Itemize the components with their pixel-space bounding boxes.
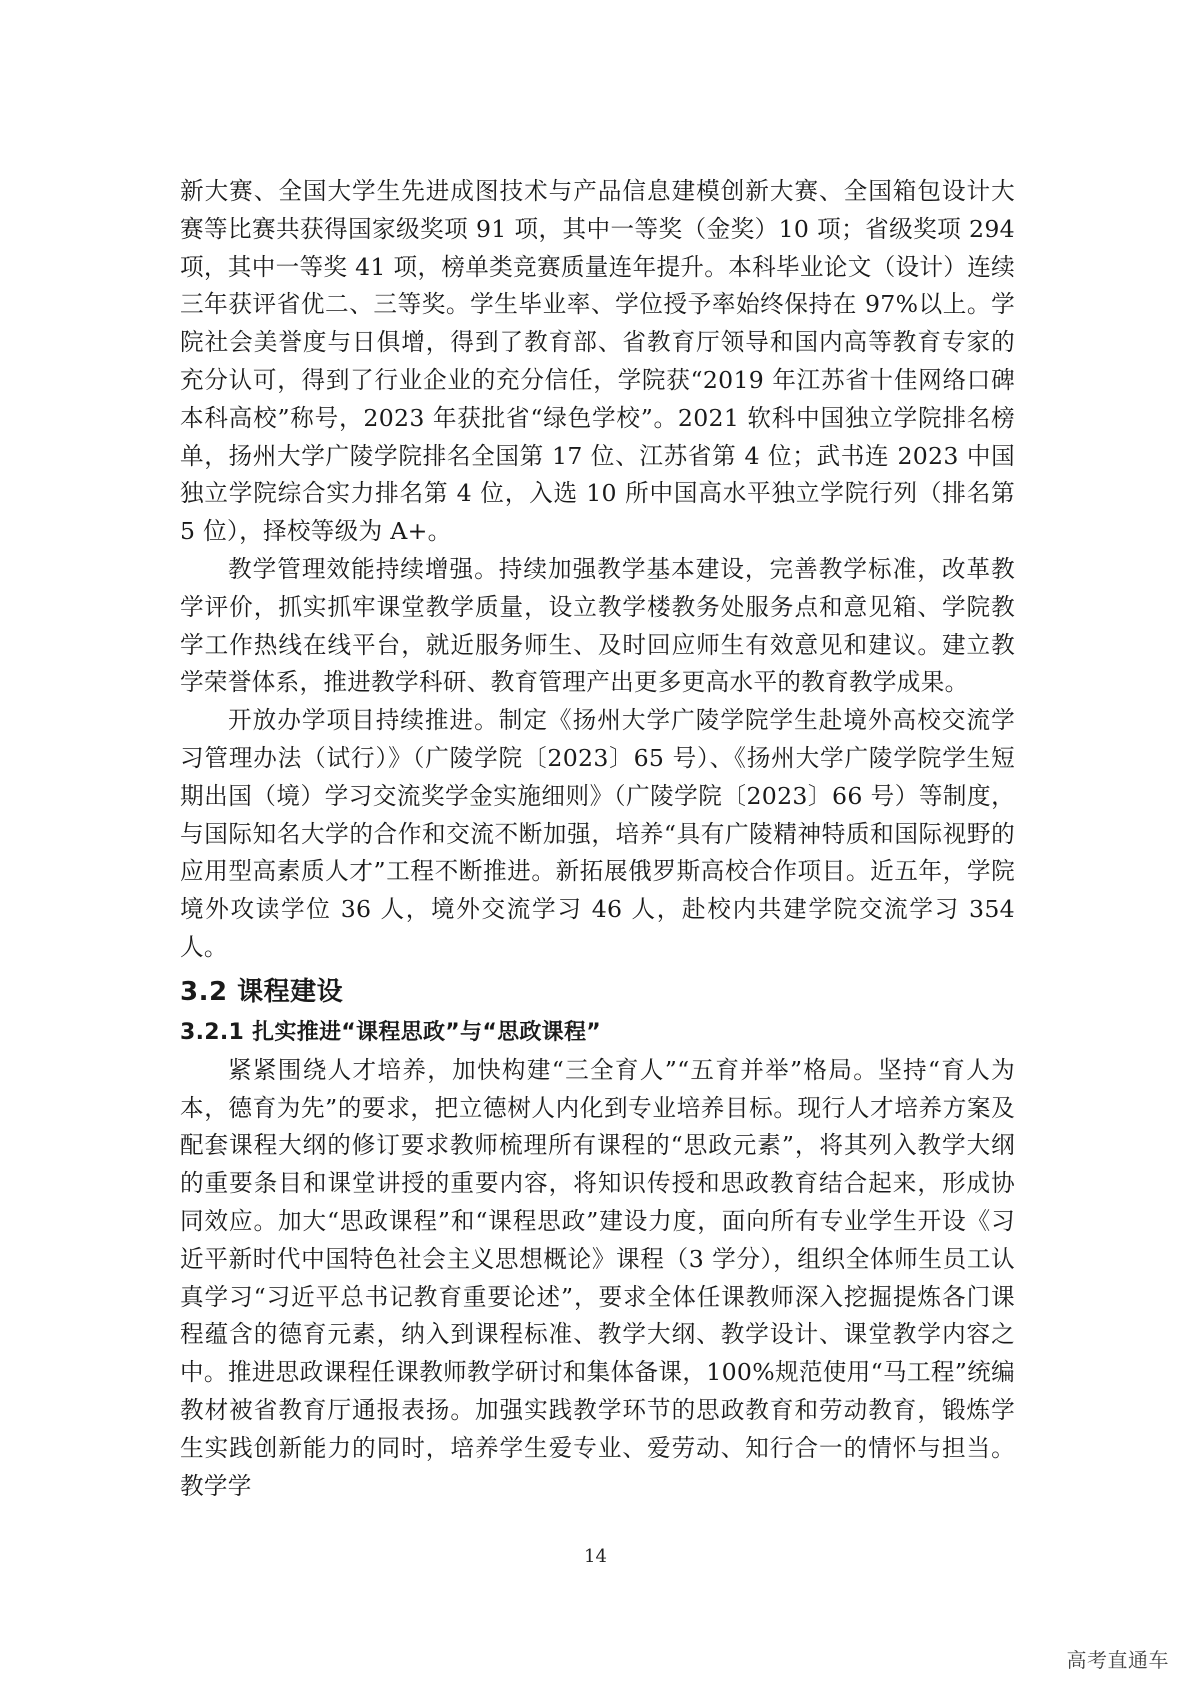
subsection-heading: 3.2.1 扎实推进“课程思政”与“思政课程” <box>180 1019 602 1045</box>
section-heading: 3.2 课程建设 <box>180 976 344 1007</box>
page-content <box>180 173 1015 1505</box>
paragraph-open-education: 开放办学项目持续推进。制定《扬州大学广陵学院学生赴境外高校交流学习管理办法（试行）》（广陵学院〔2023〕65 号）、《扬州大学广陵学院学生短期出国（境）学习交流奖学金实施细则》（广陵学院〔2023〕66 号）等制度，与国际知名大学的合作和交流不断加强，培养“具有广陵精神特质和国际视野的应用型高素质人才”工程不断推进。新拓展俄罗斯高校合作项目。近五年，学院境外攻读学位 36 人，境外交流学习 46 人，赴校内共建学院交流学习 354 人。 <box>180 706 1015 961</box>
paragraph-awards-continued: 新大赛、全国大学生先进成图技术与产品信息建模创新大赛、全国箱包设计大赛等比赛共获得国家级奖项 91 项，其中一等奖（金奖）10 项；省级奖项 294 项，其中一等奖 41 项，榜单类竞赛质量连年提升。本科毕业论文（设计）连续三年获评省优二、三等奖。学生毕业率、学位授予率始终保持在 97%以上。学院社会美誉度与日俱增，得到了教育部、省教育厅领导和国内高等教育专家的充分认可，得到了行业企业的充分信任，学院获“2019 年江苏省十佳网络口碑本科高校”称号，2023 年获批省“绿色学校”。2021 软科中国独立学院排名榜单，扬州大学广陵学院排名全国第 17 位、江苏省第 4 位；武书连 2023 中国独立学院综合实力排名第 4 位，入选 10 所中国高水平独立学院行列（排名第 5 位），择校等级为 A+。 <box>180 177 1015 546</box>
page-number: 14 <box>584 1546 607 1567</box>
paragraph-ideological-courses: 紧紧围绕人才培养，加快构建“三全育人”“五育并举”格局。坚持“育人为本，德育为先”的要求，把立德树人内化到专业培养目标。现行人才培养方案及配套课程大纲的修订要求教师梳理所有课程的“思政元素”，将其列入教学大纲的重要条目和课堂讲授的重要内容，将知识传授和思政教育结合起来，形成协同效应。加大“思政课程”和“课程思政”建设力度，面向所有专业学生开设《习近平新时代中国特色社会主义思想概论》课程（3 学分），组织全体师生员工认真学习“习近平总书记教育重要论述”，要求全体任课教师深入挖掘提炼各门课程蕴含的德育元素，纳入到课程标准、教学大纲、教学设计、课堂教学内容之中。推进思政课程任课教师教学研讨和集体备课，100%规范使用“马工程”统编教材被省教育厅通报表扬。加强实践教学环节的思政教育和劳动教育，锻炼学生实践创新能力的同时，培养学生爱专业、爱劳动、知行合一的情怀与担当。教学学 <box>180 1055 1015 1500</box>
watermark-text: 高考直通车 <box>1066 1648 1169 1672</box>
paragraph-teaching-management: 教学管理效能持续增强。持续加强教学基本建设，完善教学标准，改革教学评价，抓实抓牢课堂教学质量，设立教学楼教务处服务点和意见箱、学院教学工作热线在线平台，就近服务师生、及时回应师生有效意见和建议。建立教学荣誉体系，推进教学科研、教育管理产出更多更高水平的教育教学成果。 <box>180 554 1015 697</box>
